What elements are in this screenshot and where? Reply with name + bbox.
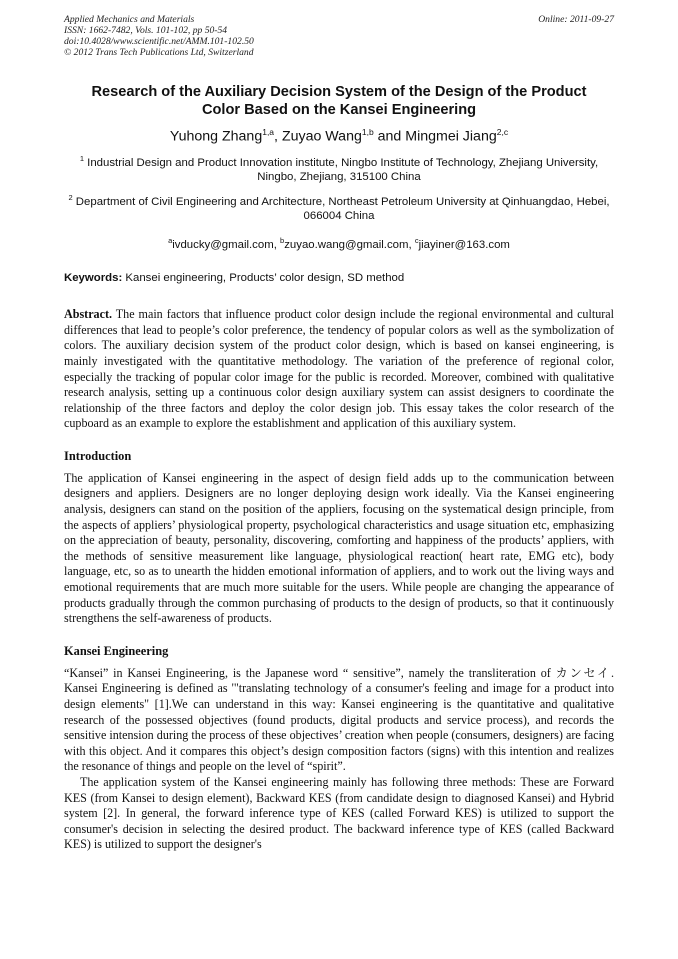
author-name: Yuhong Zhang (169, 128, 263, 145)
email-link[interactable]: zuyao.wang@gmail.com (284, 239, 409, 252)
section-heading-kansei: Kansei Engineering (64, 643, 169, 658)
abstract (64, 307, 614, 432)
email-link[interactable]: ivducky@gmail.com (172, 239, 274, 252)
affiliation-2 (64, 191, 614, 224)
keywords (64, 271, 614, 285)
keywords-label: Keywords: (64, 272, 123, 285)
author-list (64, 123, 614, 146)
author-affiliation-mark: 1,b (361, 127, 374, 137)
author-affiliation-mark: 2,c (496, 127, 509, 137)
affiliation-mark: 1 (79, 153, 84, 163)
journal-header (64, 14, 614, 58)
paper-title: Research of the Auxiliary Decision System of the Design of the Product Color Based on the Kansei Engineering (91, 84, 587, 118)
author-emails (64, 234, 614, 252)
copyright-line: © 2012 Trans Tech Publications Ltd, Switzerland (64, 47, 254, 58)
journal-name: Applied Mechanics and Materials (64, 14, 195, 25)
abstract-text: The main factors that influence product color design include the regional environmental and cultural differences that lead to people’s color preference, the tendency of popular colors as well as the symbolization of colors. The auxiliary decision system of the product color design, which is based on kansei engineering, is mainly investigated with the quantitative methodology. The variation of the preference of regional color, especially the tracking of popular color image for the public is recorded. Moreover, combined with qualitative research analysis, setting up a continuous color design auxiliary system can assist designers to coordinate the relationship of the three factors and deploy the color design job. This essay takes the color research of the cupboard as an example to explore the establishment and application of this auxiliary system. (64, 307, 614, 431)
email-link[interactable]: jiayiner@163.com (418, 239, 510, 252)
affiliation-text: Industrial Design and Product Innovation institute, Ningbo Institute of Technology, Zhejiang University, Ningbo, Zhejiang, 315100 China (87, 156, 599, 184)
author-name: Zuyao Wang (281, 128, 362, 145)
affiliation-mark: 2 (68, 192, 73, 202)
author-separator: and (373, 128, 406, 145)
author-affiliation-mark: 1,a (262, 127, 275, 137)
online-date: Online: 2011-09-27 (538, 14, 614, 25)
kansei-paragraph-2: The application system of the Kansei engineering mainly has following three methods: These are Forward KES (from Kansei to design element), Backward KES (from candidate design to diagnosed Kansei) and Hybrid system [2]. In general, the forward inference type of KES (called Forward KES) is utilized to support the consumer's decision in selecting the desired product. The backward inference type of KES (called Backward KES) is utilized to support the designer's (64, 774, 614, 852)
abstract-label: Abstract. (64, 307, 113, 322)
email-mark: b (280, 236, 285, 246)
section-heading-introduction: Introduction (64, 448, 132, 463)
issn-line: ISSN: 1662-7482, Vols. 101-102, pp 50-54 (64, 25, 228, 36)
kansei-paragraph-1: “Kansei” in Kansei Engineering, is the Japanese word “ sensitive”, namely the transliteration of カンセイ. Kansei Engineering is defined as '"translating technology of a consumer's feeling and image for a product into design elements" [1].We can understand in this way: Kansei engineering is the quantitative and qualitative research of the possessed objectives (found products, digital products and service process), and records the sensitive intension during the process of these objectives’ creation when people (consumers, designers) are facing with this object. And it compares this object’s design composition factors (signs) with this intention and realizes the resonance of things and people on the level of “spirit”. (64, 665, 614, 774)
affiliation-1 (64, 152, 614, 185)
email-mark: c (414, 236, 419, 246)
author-separator: , (274, 128, 282, 145)
affiliation-text: Department of Civil Engineering and Architecture, Northeast Petroleum University at Qinhuangdao, Hebei, 066004 China (75, 195, 610, 222)
email-separator: , (408, 239, 415, 252)
author-name: Mingmei Jiang (405, 128, 497, 145)
doi-line: doi:10.4028/www.scientific.net/AMM.101-102.50 (64, 36, 254, 47)
keywords-text: Kansei engineering, Products’ color design, SD method (122, 272, 405, 285)
introduction-paragraph: The application of Kansei engineering in the aspect of design field adds up to the communication between designers and appliers. Designers are no longer deploying design work ideally. Via the Kansei engineering analysis, designers can stand on the position of the appliers, focusing on the systematical design principle, from the aspects of appliers’ physiological property, psychological characteristics and usage situation etc, emphasizing on the appreciation of beauty, personality, discovering, comforting and happiness of the products’ appliers, with the methods of sensitive measurement like language, physiological reaction( heart rate, EMG etc), body language, etc, so as to unearth the hidden emotional information of appliers, and to work out the living ways and emotional requirements that are much more suitable for the users. While people are changing the appearance of products gradually through the common purchasing of products to the design of products, so that it continuously strengthens the self-awareness of products. (64, 470, 614, 626)
email-mark: a (168, 236, 173, 246)
email-separator: , (273, 239, 281, 252)
